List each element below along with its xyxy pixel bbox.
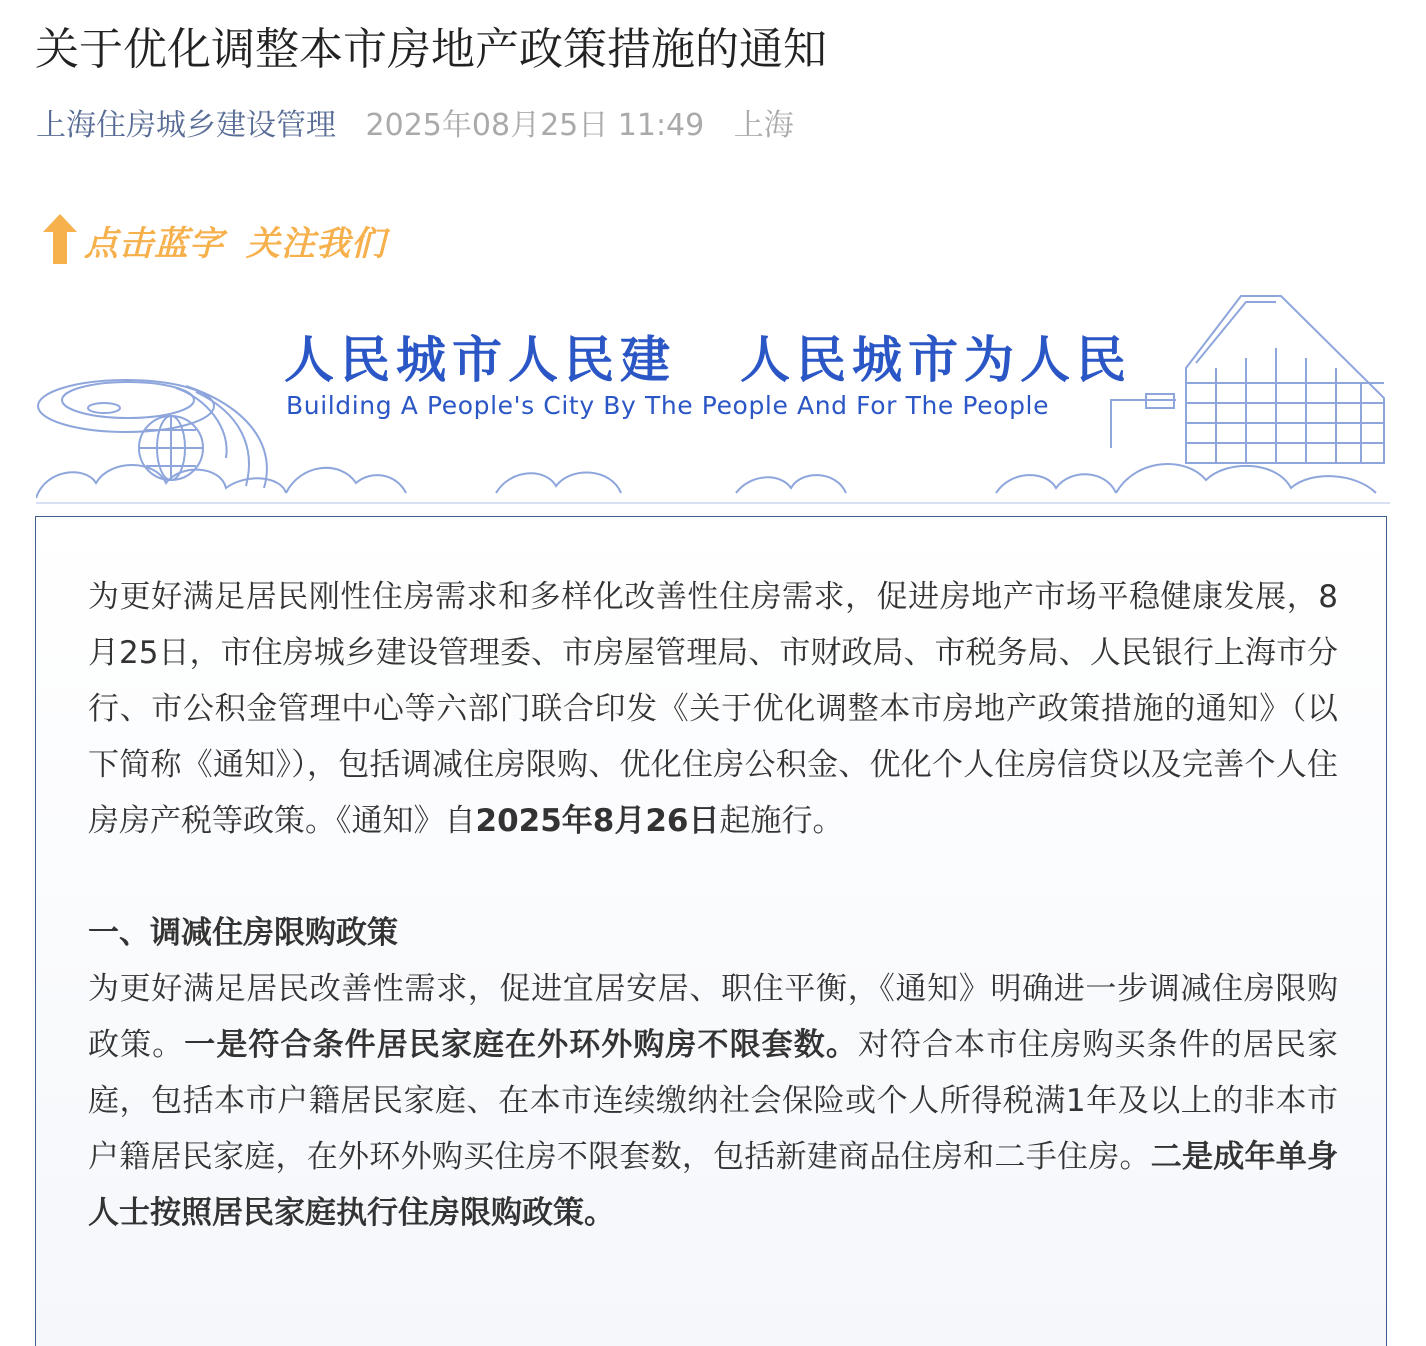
intro-text-2: 起施行。	[719, 803, 844, 839]
intro-text-1: 为更好满足居民刚性住房需求和多样化改善性住房需求，促进房地产市场平稳健康发展，8月25日，市住房城乡建设管理委、市房屋管理局、市财政局、市税务局、人民银行上海市分行、市公积金管理中心等六部门联合印发《关于优化调整本市房地产政策措施的通知》（以下简称《通知》），包括调减住房限购、优化住房公积金、优化个人住房信贷以及完善个人住房房产税等政策。《通知》自	[88, 579, 1338, 839]
section1-point-1: 一是符合条件居民家庭在外环外购房不限套数。	[184, 1027, 858, 1063]
follow-text-2: 关注我们	[246, 223, 386, 264]
publish-date: 2025年08月25日 11:49	[365, 108, 705, 143]
article-title: 关于优化调整本市房地产政策措施的通知	[35, 24, 827, 75]
publish-location: 上海	[733, 108, 794, 143]
section1-text-2: 对符合本市住房购买条件的居民家庭，包括本市户籍居民家庭、在本市连续缴纳社会保险或个人所得税满1年及以上的非本市户籍居民家庭，在外环外购买住房不限套数，包括新建商品住房和二手住房。	[88, 1027, 1339, 1175]
article-body	[88, 569, 1338, 1241]
slogan-chinese	[284, 320, 1132, 392]
slogan-cn-2: 人民城市为人民	[740, 331, 1132, 389]
intro-paragraph	[88, 569, 1338, 849]
author-link[interactable]: 上海住房城乡建设管理	[36, 108, 336, 143]
section1-text-1: 为更好满足居民改善性需求，促进宜居安居、职住平衡，《通知》明确进一步调减住房限购政策。	[88, 971, 1338, 1063]
arrow-up-icon	[40, 212, 80, 268]
follow-prompt	[40, 210, 386, 270]
section-heading-1: 一、调减住房限购政策	[88, 915, 398, 951]
intro-effective-date: 2025年8月26日	[475, 803, 720, 839]
slogan-cn-1: 人民城市人民建	[284, 331, 676, 389]
slogan-banner	[36, 288, 1390, 508]
article-meta	[36, 104, 794, 148]
section1-point-2: 二是成年单身人士按照居民家庭执行住房限购政策。	[88, 1139, 1339, 1231]
article-content-box	[35, 516, 1387, 1346]
section-paragraph-1	[88, 961, 1338, 1241]
slogan-english: Building A People's City By The People And For The People	[286, 391, 1050, 420]
follow-text-1: 点击蓝字	[84, 223, 224, 264]
